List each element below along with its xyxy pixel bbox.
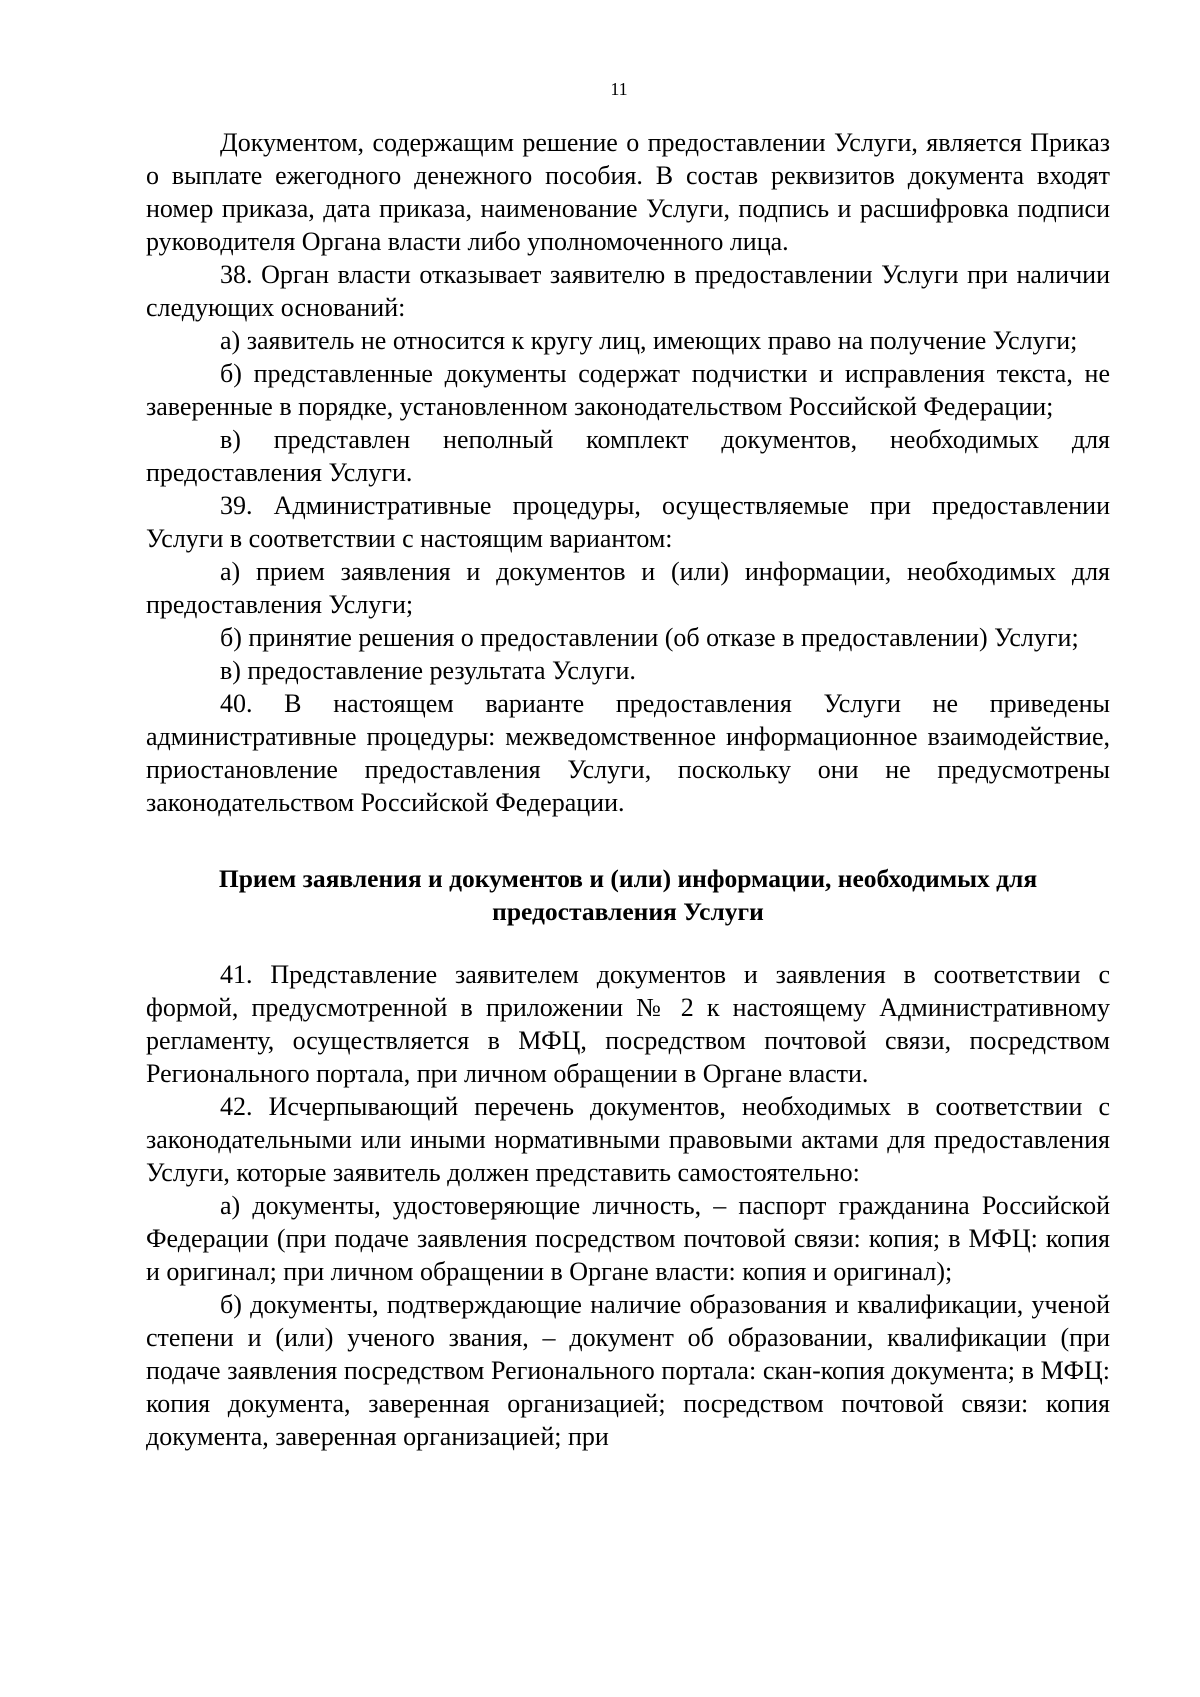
paragraph-39b: б) принятие решения о предоставлении (об отказе в предоставлении) Услуги; bbox=[220, 623, 1079, 652]
paragraph-40: 40. В настоящем варианте предоставления Услуги не приведены административные процедуры: межведомственное информационное взаимодействие, приостановление предоставления Услуги, поскольку они не предусмотрены законодательством Российской Федерации. bbox=[146, 689, 1110, 817]
paragraph-39c: в) предоставление результата Услуги. bbox=[220, 656, 636, 685]
paragraph-39a: а) прием заявления и документов и (или) информации, необходимых для предоставления Услуги; bbox=[146, 557, 1110, 619]
paragraph-42: 42. Исчерпывающий перечень документов, необходимых в соответствии с законодательными или иными нормативными правовыми актами для предоставления Услуги, которые заявитель должен представить самостоятельно: bbox=[146, 1092, 1110, 1187]
paragraph-38a: а) заявитель не относится к кругу лиц, имеющих право на получение Услуги; bbox=[220, 326, 1078, 355]
paragraph-39-procedures: 39. Административные процедуры, осуществляемые при предоставлении Услуги в соответствии с настоящим вариантом: bbox=[146, 491, 1110, 553]
paragraph-38b: б) представленные документы содержат подчистки и исправления текста, не заверенные в порядке, установленном законодательством Российской Федерации; bbox=[146, 359, 1110, 421]
paragraph-38c: в) представлен неполный комплект документов, необходимых для предоставления Услуги. bbox=[146, 425, 1110, 487]
paragraph-38-refusal-grounds: 38. Орган власти отказывает заявителю в предоставлении Услуги при наличии следующих оснований: bbox=[146, 260, 1110, 322]
section-heading: Прием заявления и документов и (или) информации, необходимых для предоставления Услуги bbox=[218, 864, 1038, 926]
paragraph-42a: а) документы, удостоверяющие личность, – паспорт гражданина Российской Федерации (при подаче заявления посредством почтовой связи: копия; в МФЦ: копия и оригинал; при личном обращении в Органе власти: копия и оригинал); bbox=[146, 1191, 1110, 1286]
paragraph-41: 41. Представление заявителем документов и заявления в соответствии с формой, предусмотренной в приложении № 2 к настоящему Административному регламенту, осуществляется в МФЦ, посредством почтовой связи, посредством Регионального портала, при личном обращении в Органе власти. bbox=[146, 960, 1110, 1088]
paragraph-42b: б) документы, подтверждающие наличие образования и квалификации, ученой степени и (или) ученого звания, – документ об образовании, квалификации (при подаче заявления посредством Регионального портала: скан-копия документа; в МФЦ: копия документа, заверенная организацией; посредством почтовой связи: копия документа, заверенная организацией; при bbox=[146, 1290, 1110, 1451]
paragraph-decision-document: Документом, содержащим решение о предоставлении Услуги, является Приказ о выплате ежегодного денежного пособия. В состав реквизитов документа входят номер приказа, дата приказа, наименование Услуги, подпись и расшифровка подписи руководителя Органа власти либо уполномоченного лица. bbox=[146, 128, 1110, 256]
page-number: 11 bbox=[610, 79, 628, 99]
